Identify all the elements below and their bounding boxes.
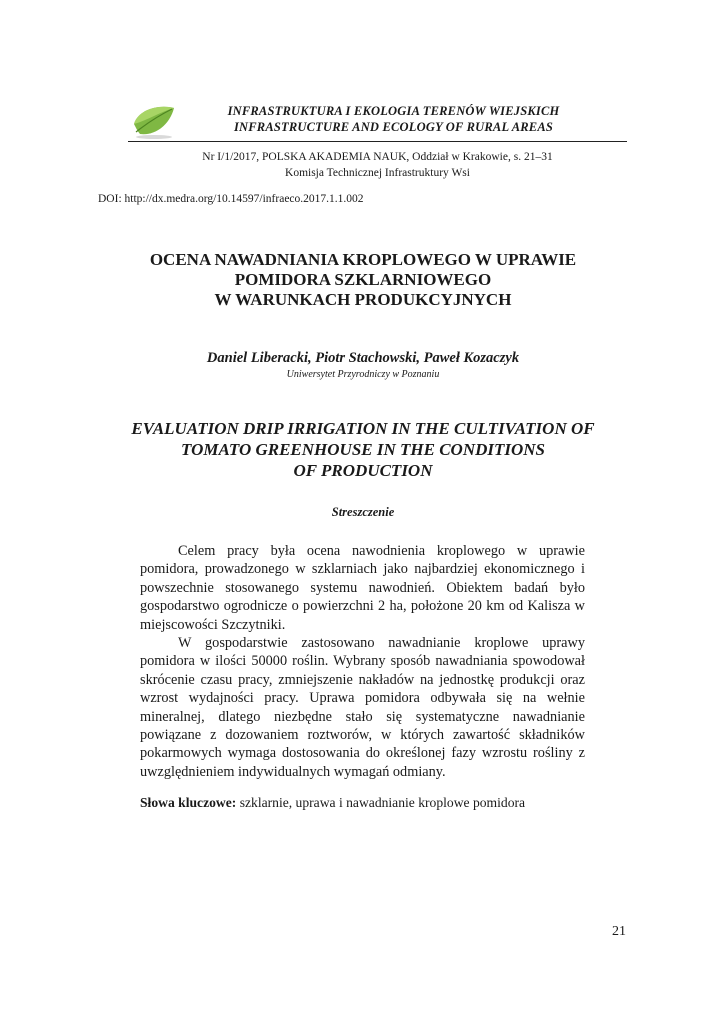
article-title-en — [98, 418, 628, 481]
authors: Daniel Liberacki, Piotr Stachowski, Paweł Kozaczyk — [206, 350, 520, 366]
abstract-body — [140, 542, 585, 781]
page-number: 21 — [612, 924, 626, 939]
affiliation: Uniwersytet Przyrodniczy w Poznaniu — [286, 369, 440, 380]
doi-link[interactable]: DOI: http://dx.medra.org/10.14597/infraeco.2017.1.1.002 — [98, 193, 364, 205]
abstract-paragraph: Celem pracy była ocena nawodnienia kroplowego w uprawie pomidora, prowadzonego w szklarniach jako najbardziej ekonomicznego i powszechnie stosowanego systemu nawodnień. Obiektem badań było gospodarstwo ogrodnicze o powierzchni 2 ha, położone 20 km od Kalisza w miejscowości Szczytniki. — [140, 543, 585, 633]
journal-header — [100, 96, 627, 142]
abstract-paragraph: W gospodarstwie zastosowano nawadnianie kroplowe uprawy pomidora w ilości 50000 roślin. Wybrany sposób nawadniania spowodował skrócenie czasu pracy, zmniejszenie nakładów na jednostkę produkcji oraz wzrost wydajności pracy. Uprawa pomidora odbywała się na wełnie mineralnej, dlatego niezbędne stało się systematyczne nawadnianie powiązane z dozowaniem roztworów, w których zawartość składników pokarmowych wymaga dostosowania do określonej fazy wzrostu rośliny z uwzględnieniem indywidualnych wymagań odmiany. — [140, 635, 585, 780]
title-en-line: OF PRODUCTION — [293, 461, 433, 480]
issue-info: Nr I/1/2017, POLSKA AKADEMIA NAUK, Oddział w Krakowie, s. 21–31 — [202, 151, 553, 163]
journal-title-pl: INFRASTRUKTURA I EKOLOGIA TERENÓW WIEJSKICH — [227, 104, 560, 118]
title-en-line: TOMATO GREENHOUSE IN THE CONDITIONS — [181, 440, 545, 459]
title-pl-line: OCENA NAWADNIANIA KROPLOWEGO W UPRAWIE — [149, 250, 577, 269]
abstract-heading: Streszczenie — [331, 505, 395, 519]
keywords-value: szklarnie, uprawa i nawadnianie kroplowe pomidora — [236, 795, 526, 810]
title-pl-line: POMIDORA SZKLARNIOWEGO — [234, 270, 492, 289]
header-divider — [128, 141, 627, 142]
commission-info: Komisja Technicznej Infrastruktury Wsi — [285, 167, 470, 179]
title-pl-line: W WARUNKACH PRODUKCYJNYCH — [214, 290, 512, 309]
journal-title-en: INFRASTRUCTURE AND ECOLOGY OF RURAL AREAS — [233, 120, 554, 134]
title-en-line: EVALUATION DRIP IRRIGATION IN THE CULTIVATION OF — [131, 419, 595, 438]
article-title-pl — [98, 250, 628, 310]
keywords — [140, 795, 585, 811]
keywords-label: Słowa kluczowe: — [140, 795, 237, 810]
